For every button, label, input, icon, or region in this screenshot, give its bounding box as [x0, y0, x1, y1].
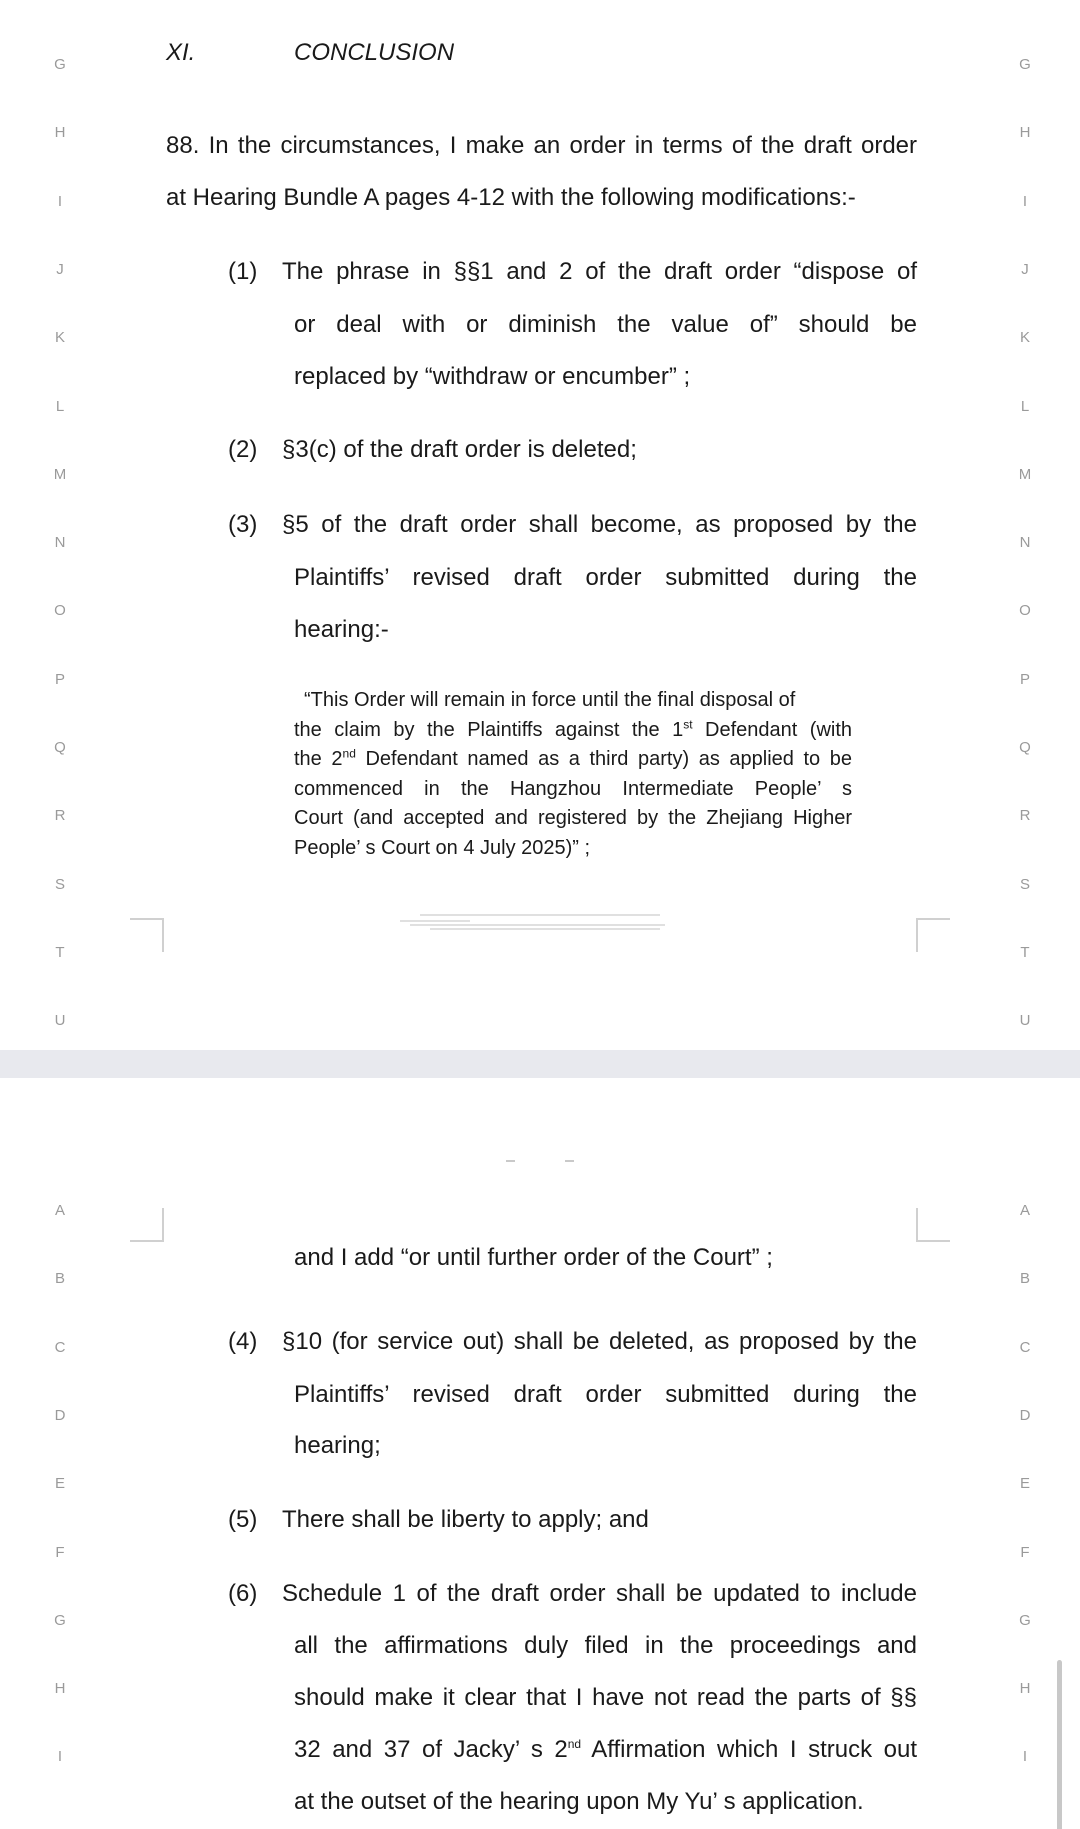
item-6-line-1: Schedule 1 of the draft order shall be updated to include — [282, 1580, 917, 1607]
margin-line-letter: H — [54, 124, 66, 142]
page-corner-mark-left — [130, 918, 164, 952]
margin-line-letter: I — [1022, 192, 1028, 210]
margin-line-letter: F — [55, 1543, 65, 1561]
page-separator — [0, 1050, 1080, 1078]
margin-line-letter: D — [54, 1406, 66, 1424]
margin-line-letter: S — [54, 875, 65, 893]
item-3-line-1: §5 of the draft order shall become, as proposed by the — [282, 511, 917, 538]
item-4-line-1: §10 (for service out) shall be deleted, as proposed by the — [282, 1328, 917, 1355]
item-4-line-3: hearing; — [294, 1432, 381, 1459]
item-2-line-1: §3(c) of the draft order is deleted; — [282, 436, 637, 463]
paragraph-88-line-2: at Hearing Bundle A pages 4-12 with the following modifications:- — [166, 184, 856, 211]
quoted-order-text — [294, 686, 852, 863]
quote-line-2: the claim by the Plaintiffs against the 1st Defendant (with — [294, 716, 853, 741]
scrollbar-thumb[interactable] — [1057, 1660, 1062, 1829]
margin-line-letter: O — [1019, 602, 1031, 620]
margin-line-letter: S — [1019, 875, 1030, 893]
section-title: CONCLUSION — [294, 39, 455, 66]
margin-line-letter: G — [1019, 1611, 1031, 1629]
margin-line-letter: U — [54, 1012, 66, 1030]
margin-line-letter: N — [1019, 534, 1031, 552]
margin-line-letter: L — [55, 397, 65, 415]
margin-line-letter: L — [1020, 397, 1030, 415]
margin-line-letter: I — [57, 1748, 63, 1766]
item-6-number: (6) — [228, 1580, 258, 1607]
margin-line-letter: U — [1019, 1012, 1031, 1030]
margin-line-letter: G — [54, 1611, 66, 1629]
margin-line-letter: I — [57, 192, 63, 210]
margin-line-letter: G — [54, 56, 66, 73]
margin-line-letter: Q — [1019, 739, 1031, 756]
continuation-line: and I add “or until further order of the Court” ; — [294, 1244, 773, 1271]
item-3-line-3: hearing:- — [294, 616, 389, 643]
margin-line-letter: C — [54, 1338, 66, 1356]
margin-line-letter: M — [53, 465, 67, 483]
margin-line-letter: M — [1018, 465, 1032, 483]
item-6-line-5: at the outset of the hearing upon My Yu’ s application. — [294, 1788, 864, 1815]
margin-line-letter: E — [54, 1475, 65, 1493]
quote-line-1: “This Order will remain in force until the final disposal of — [304, 689, 796, 711]
page-corner-mark-right — [916, 918, 950, 952]
item-5-number: (5) — [228, 1506, 258, 1533]
margin-line-letter: P — [1019, 670, 1030, 688]
margin-line-letter: H — [1019, 124, 1031, 142]
faint-dash — [565, 1160, 574, 1162]
margin-line-letter: G — [1019, 56, 1031, 73]
margin-line-letter: R — [1019, 807, 1031, 825]
quote-line-5: Court (and accepted and registered by the Zhejiang Higher — [294, 807, 852, 829]
margin-line-letter: K — [1019, 329, 1030, 347]
item-6-line-3: should make it clear that I have not read the parts of §§ — [294, 1684, 917, 1711]
margin-line-letter: J — [56, 260, 64, 278]
margin-line-letter: B — [1019, 1270, 1030, 1288]
item-3-number: (3) — [228, 511, 258, 538]
item-1-line-3: replaced by “withdraw or encumber” ; — [294, 363, 691, 390]
margin-line-letter: I — [1022, 1748, 1028, 1766]
margin-line-letter: B — [54, 1270, 65, 1288]
margin-line-letter: R — [54, 807, 66, 825]
paragraph-88-line-1: 88. In the circumstances, I make an order in terms of the draft order — [166, 132, 917, 159]
margin-line-letter: J — [1021, 260, 1029, 278]
item-1-line-1: The phrase in §§1 and 2 of the draft order “dispose of — [282, 258, 917, 285]
item-4-line-2: Plaintiffs’ revised draft order submitted during the — [294, 1381, 917, 1408]
margin-line-letter: D — [1019, 1406, 1031, 1424]
item-1-number: (1) — [228, 258, 258, 285]
quote-line-3: the 2nd Defendant named as a third party) as applied to be — [294, 746, 852, 770]
margin-line-letter: H — [54, 1680, 66, 1698]
item-2-number: (2) — [228, 436, 258, 463]
item-6-line-4: 32 and 37 of Jacky’ s 2nd Affirmation which I struck out — [294, 1736, 918, 1763]
margin-line-letter: F — [1020, 1543, 1030, 1561]
margin-line-letter: Q — [54, 739, 66, 756]
margin-line-letter: K — [54, 329, 65, 347]
item-5-line-1: There shall be liberty to apply; and — [282, 1506, 649, 1533]
margin-line-letter: T — [55, 943, 65, 961]
item-6-line-2: all the affirmations duly filed in the proceedings and — [294, 1632, 917, 1659]
margin-line-letter: A — [54, 1202, 65, 1219]
margin-line-letter: H — [1019, 1680, 1031, 1698]
quote-line-4: commenced in the Hangzhou Intermediate People’ s — [294, 777, 852, 800]
document-page-2 — [0, 1078, 1080, 1829]
margin-line-letter: O — [54, 602, 66, 620]
faint-dash — [506, 1160, 515, 1162]
section-number: XI. — [166, 39, 196, 66]
margin-line-letter: P — [54, 670, 65, 688]
quote-line-6: People’ s Court on 4 July 2025)” ; — [294, 836, 591, 859]
page-corner-mark-left — [130, 1208, 164, 1242]
margin-line-letter: T — [1020, 943, 1030, 961]
page-corner-mark-right — [916, 1208, 950, 1242]
item-1-line-2: or deal with or diminish the value of” should be — [294, 311, 917, 338]
faded-scan-artifact — [400, 908, 675, 932]
item-3-line-2: Plaintiffs’ revised draft order submitted during the — [294, 564, 917, 591]
margin-line-letter: N — [54, 534, 66, 552]
margin-line-letter: C — [1019, 1338, 1031, 1356]
margin-line-letter: A — [1019, 1202, 1030, 1219]
margin-line-letter: E — [1019, 1475, 1030, 1493]
item-4-number: (4) — [228, 1328, 258, 1355]
